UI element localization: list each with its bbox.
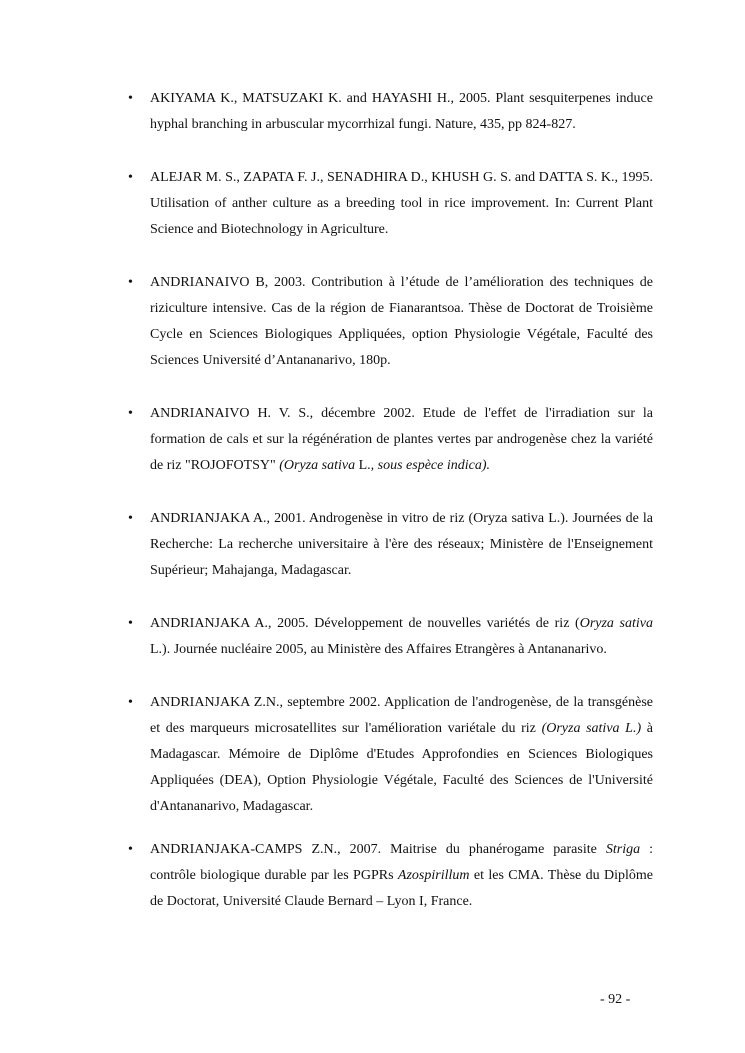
reference-italic-genus: Azospirillum xyxy=(397,868,470,883)
reference-list xyxy=(128,86,653,915)
reference-text: AKIYAMA K., MATSUZAKI K. and HAYASHI H., 2005. Plant sesquiterpenes induce hyphal branching in arbuscular mycorrhizal fungi. Nature, 435, pp 824-827. xyxy=(150,91,653,132)
bullet-icon: • xyxy=(128,170,133,185)
reference-italic-genus: Striga xyxy=(605,842,641,857)
bullet-icon: • xyxy=(128,842,133,857)
bullet-icon: • xyxy=(128,91,133,106)
reference-item xyxy=(128,690,653,820)
bullet-icon: • xyxy=(128,695,133,710)
reference-item xyxy=(128,86,653,138)
bullet-icon: • xyxy=(128,406,133,421)
bullet-icon: • xyxy=(128,275,133,290)
reference-item xyxy=(128,270,653,374)
reference-item xyxy=(128,611,653,663)
reference-item xyxy=(128,506,653,584)
page-number: - 92 - xyxy=(600,992,631,1007)
bullet-icon: • xyxy=(128,511,133,526)
reference-text: ANDRIANJAKA A., 2001. Androgenèse in vitro de riz (Oryza sativa L.). Journées de la Recherche: La recherche universitaire à l'ère des réseaux; Ministère de l'Enseignement Supérieur; Mahajanga, Madagascar. xyxy=(150,511,653,578)
reference-text: ALEJAR M. S., ZAPATA F. J., SENADHIRA D., KHUSH G. S. and DATTA S. K., 1995. Utilisation of anther culture as a breeding tool in rice improvement. In: Current Plant Science and Biotechnology in Agriculture. xyxy=(150,170,653,237)
reference-italic-species: Oryza sativa xyxy=(579,616,653,631)
reference-item xyxy=(128,165,653,243)
reference-italic-species: (Oryza sativa L.) xyxy=(541,721,642,736)
reference-text: ANDRIANJAKA A., 2005. Développement de nouvelles variétés de riz (Oryza sativa L.). Journée nucléaire 2005, au Ministère des Affaires Etrangères à Antananarivo. xyxy=(150,616,653,657)
reference-item xyxy=(128,837,653,915)
reference-text: ANDRIANJAKA-CAMPS Z.N., 2007. Maitrise du phanérogame parasite Striga : contrôle biologique durable par les PGPRs Azospirillum et les CMA. Thèse du Diplôme de Doctorat, Université Claude Bernard – Lyon I, France. xyxy=(150,842,654,909)
reference-text: ANDRIANJAKA Z.N., septembre 2002. Application de l'androgenèse, de la transgénèse et des marqueurs microsatellites sur l'amélioration variétale du riz (Oryza sativa L.) à Madagascar. Mémoire de Diplôme d'Etudes Approfondies en Sciences Biologiques Appliquées (DEA), Option Physiologie Végétale, Faculté des Sciences de l'Université d'Antananarivo, Madagascar. xyxy=(150,695,654,814)
bullet-icon: • xyxy=(128,616,133,631)
reference-item xyxy=(128,401,653,479)
reference-text: ANDRIANAIVO H. V. S., décembre 2002. Etude de l'effet de l'irradiation sur la formation de cals et sur la régénération de plantes vertes par androgenèse chez la variété de riz "ROJOFOTSY" (Oryza sativa L., sous espèce indica). xyxy=(150,406,653,473)
reference-text: ANDRIANAIVO B, 2003. Contribution à l’étude de l’amélioration des techniques de riziculture intensive. Cas de la région de Fianarantsoa. Thèse de Doctorat de Troisième Cycle en Sciences Biologiques Appliquées, option Physiologie Végétale, Faculté des Sciences Université d’Antananarivo, 180p. xyxy=(150,275,653,368)
reference-italic-subspecies: , sous espèce indica). xyxy=(370,458,491,473)
reference-italic-species: (Oryza sativa xyxy=(279,458,356,473)
